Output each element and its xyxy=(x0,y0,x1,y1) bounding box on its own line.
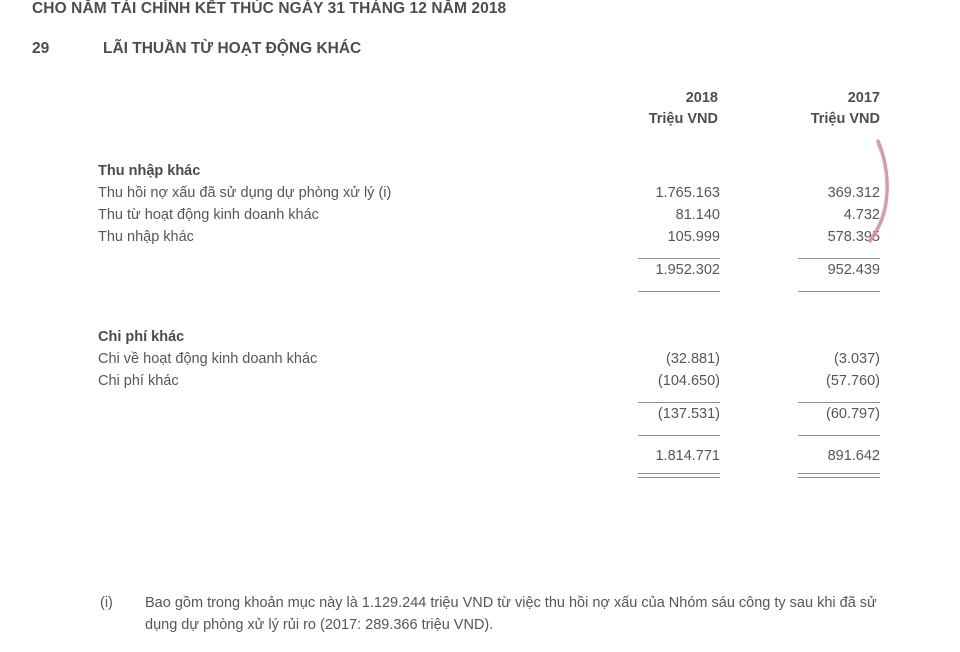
table-row xyxy=(98,348,880,370)
row-value-2017: 578.395 xyxy=(827,229,880,245)
grand-total-double-rule xyxy=(98,467,880,478)
rule-2018 xyxy=(560,248,720,259)
row-value-2018: (32.881) xyxy=(665,351,720,367)
running-header: CHO NĂM TÀI CHÍNH KẾT THÚC NGÀY 31 THÁNG 12 NĂM 2018 xyxy=(32,0,507,17)
subtotal-rule-above xyxy=(98,248,880,259)
total-gap xyxy=(98,436,880,445)
row-value-2018: (104.650) xyxy=(657,373,720,389)
row-value-2018: 81.140 xyxy=(675,207,720,223)
row-value-2017: (3.037) xyxy=(834,351,880,367)
subtotal-value-2018: (137.531) xyxy=(657,406,720,422)
rule-2017 xyxy=(720,248,880,259)
section-heading-blank-2018 xyxy=(560,160,720,182)
row-value-2017: (57.760) xyxy=(825,373,880,389)
rule-2018 xyxy=(560,425,720,436)
double-rule-2017 xyxy=(720,467,880,478)
row-label: Chi về hoạt động kinh doanh khác xyxy=(98,351,318,367)
rule-2018 xyxy=(560,281,720,292)
grand-total-row xyxy=(98,445,880,467)
rule-2018 xyxy=(560,392,720,403)
footnote xyxy=(100,592,890,636)
column-unit-2017: Triệu VND xyxy=(810,111,880,127)
column-year-2017: 2017 xyxy=(847,90,880,106)
footnote-marker: (i) xyxy=(100,595,113,611)
row-label: Thu nhập khác xyxy=(98,229,194,245)
section-heading-income: Thu nhập khác xyxy=(98,163,201,179)
table-row xyxy=(98,204,880,226)
section-heading-expense: Chi phí khác xyxy=(98,329,185,345)
subtotal-value-2017: (60.797) xyxy=(825,406,880,422)
total-value-2017: 891.642 xyxy=(827,448,880,464)
subtotal-rule-below xyxy=(98,281,880,292)
subtotal-row-expense xyxy=(98,403,880,425)
row-label: Thu từ hoạt động kinh doanh khác xyxy=(98,207,319,223)
row-label: Thu hồi nợ xấu đã sử dụng dự phòng xử lý (i) xyxy=(98,185,392,201)
column-year-2018: 2018 xyxy=(685,90,718,106)
row-value-2018: 105.999 xyxy=(667,229,720,245)
subtotal-value-2017: 952.439 xyxy=(827,262,880,278)
column-header-2018 xyxy=(560,88,718,130)
total-value-2018: 1.814.771 xyxy=(655,448,720,464)
subtotal-rule-below xyxy=(98,425,880,436)
subtotal-rule-above xyxy=(98,392,880,403)
footnote-text: Bao gồm trong khoản mục này là 1.129.244 triệu VND từ việc thu hồi nợ xấu của Nhóm sáu công ty sau khi đã sử dụng dự phòng xử lý rủi ro (2017: 289.366 triệu VND). xyxy=(145,595,877,633)
table-section-heading-row xyxy=(98,326,880,348)
row-value-2017: 369.312 xyxy=(827,185,880,201)
section-gap xyxy=(98,292,880,326)
row-label: Chi phí khác xyxy=(98,373,179,389)
row-value-2017: 4.732 xyxy=(843,207,880,223)
note-heading xyxy=(32,40,361,58)
table-section-heading-row xyxy=(98,160,880,182)
subtotal-value-2018: 1.952.302 xyxy=(655,262,720,278)
row-value-2018: 1.765.163 xyxy=(655,185,720,201)
section-heading-blank-2017 xyxy=(720,326,880,348)
rule-2017 xyxy=(720,281,880,292)
table-row xyxy=(98,182,880,204)
section-heading-blank-2018 xyxy=(560,326,720,348)
subtotal-row-income xyxy=(98,259,880,281)
other-operating-income-table xyxy=(98,160,880,478)
section-heading-blank-2017 xyxy=(720,160,880,182)
rule-2017 xyxy=(720,425,880,436)
double-rule-2018 xyxy=(560,467,720,478)
column-unit-2018: Triệu VND xyxy=(648,111,718,127)
column-header-2017 xyxy=(722,88,880,130)
table-row xyxy=(98,370,880,392)
note-title: LÃI THUẦN TỪ HOẠT ĐỘNG KHÁC xyxy=(103,40,362,57)
table-row xyxy=(98,226,880,248)
rule-2017 xyxy=(720,392,880,403)
note-number: 29 xyxy=(32,40,50,57)
